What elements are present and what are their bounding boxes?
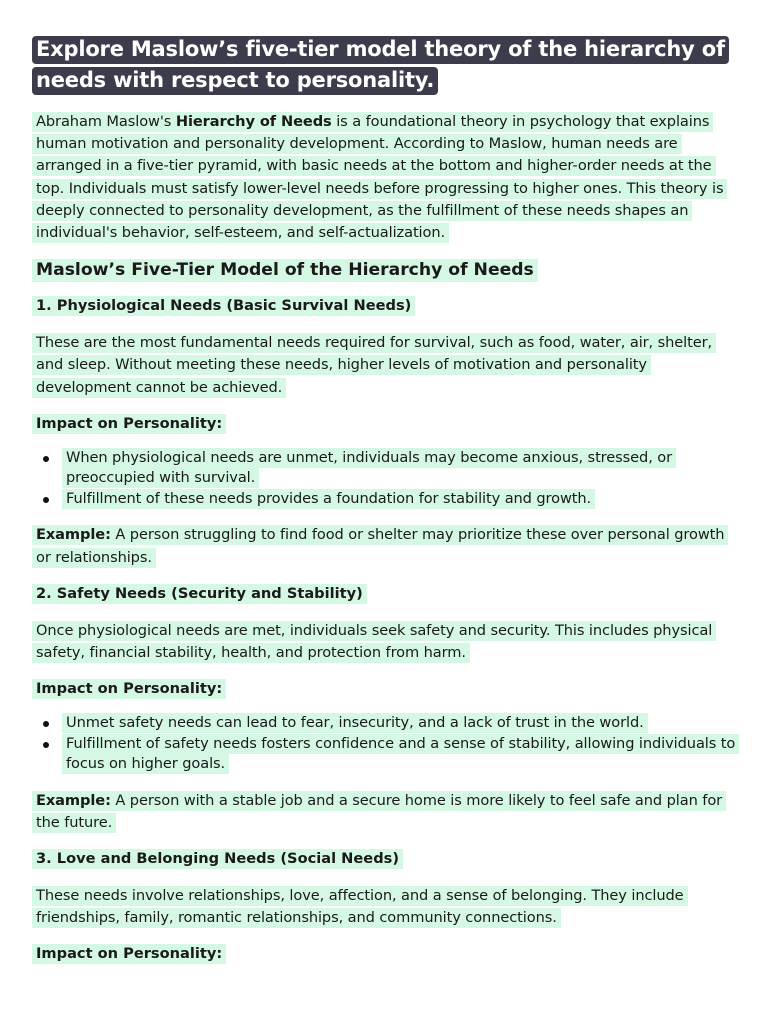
list-item-text: Fulfillment of safety needs fosters confidence and a sense of stability, allowing individuals to focus on higher goals. xyxy=(62,734,739,775)
tier-2-example-text xyxy=(32,791,726,833)
intro-text-end: is a foundational theory in psychology that explains human motivation and personality development. According to Maslow, human needs are arranged in a five-tier pyramid, with basic needs at the bottom and higher-order needs at the top. Individuals must satisfy lower-level needs before progressing to higher ones. This theory is deeply connected to personality development, as the fulfillment of these needs shapes an individual's behavior, self-esteem, and self-actualization. xyxy=(36,113,724,242)
example-label: Example: xyxy=(36,791,111,809)
tier-1-description-text: These are the most fundamental needs required for survival, such as food, water, air, shelter, and sleep. Without meeting these needs, higher levels of motivation and personality development cannot be achieved. xyxy=(32,333,716,397)
tier-1-impact-label xyxy=(32,413,738,435)
section-heading-text: Maslow’s Five-Tier Model of the Hierarchy of Needs xyxy=(32,259,538,282)
tier-2-description xyxy=(32,620,738,664)
list-item-text: Unmet safety needs can lead to fear, insecurity, and a lack of trust in the world. xyxy=(62,713,648,733)
tier-1-bullet-list xyxy=(32,448,738,510)
intro-text xyxy=(32,112,727,243)
tier-2-heading xyxy=(32,583,738,605)
intro-bold-term: Hierarchy of Needs xyxy=(175,113,332,130)
tier-3-description-text: These needs involve relationships, love, affection, and a sense of belonging. They include friendships, family, romantic relationships, and community connections. xyxy=(32,886,688,928)
tier-3-description xyxy=(32,885,738,929)
tier-2-bullet-list xyxy=(32,713,738,775)
page-title xyxy=(32,34,738,95)
tier-3-heading xyxy=(32,848,738,870)
tier-3-impact-label-text: Impact on Personality: xyxy=(32,944,226,964)
tier-2-impact-label-text: Impact on Personality: xyxy=(32,679,226,699)
example-body: A person with a stable job and a secure home is more likely to feel safe and plan for the future. xyxy=(36,791,723,831)
tier-2-impact-label xyxy=(32,678,738,700)
intro-text-start: Abraham Maslow's xyxy=(36,113,176,130)
tier-1-example-text xyxy=(32,525,728,567)
list-item-text: Fulfillment of these needs provides a foundation for stability and growth. xyxy=(62,489,595,509)
tier-3-heading-text: 3. Love and Belonging Needs (Social Needs) xyxy=(32,849,403,869)
list-item xyxy=(62,448,738,489)
tier-1-example xyxy=(32,524,738,568)
tier-1-heading xyxy=(32,295,738,317)
tier-2-example xyxy=(32,790,738,834)
list-item xyxy=(62,713,738,734)
tier-2-heading-text: 2. Safety Needs (Security and Stability) xyxy=(32,584,367,604)
example-body: A person struggling to find food or shelter may prioritize these over personal growth or relationships. xyxy=(36,526,725,566)
intro-paragraph xyxy=(32,111,738,244)
list-item-text: When physiological needs are unmet, individuals may become anxious, stressed, or preoccupied with survival. xyxy=(62,448,676,489)
page-title-text: Explore Maslow’s five-tier model theory of the hierarchy of needs with respect to personality. xyxy=(32,36,729,95)
tier-3-impact-label xyxy=(32,943,738,965)
tier-1-impact-label-text: Impact on Personality: xyxy=(32,414,226,434)
example-label: Example: xyxy=(36,526,111,544)
tier-1-description xyxy=(32,332,738,399)
section-heading xyxy=(32,258,738,282)
tier-2-description-text: Once physiological needs are met, individuals seek safety and security. This includes physical safety, financial stability, health, and protection from harm. xyxy=(32,621,716,663)
list-item xyxy=(62,489,738,510)
tier-1-heading-text: 1. Physiological Needs (Basic Survival Needs) xyxy=(32,296,415,316)
list-item xyxy=(62,734,738,775)
